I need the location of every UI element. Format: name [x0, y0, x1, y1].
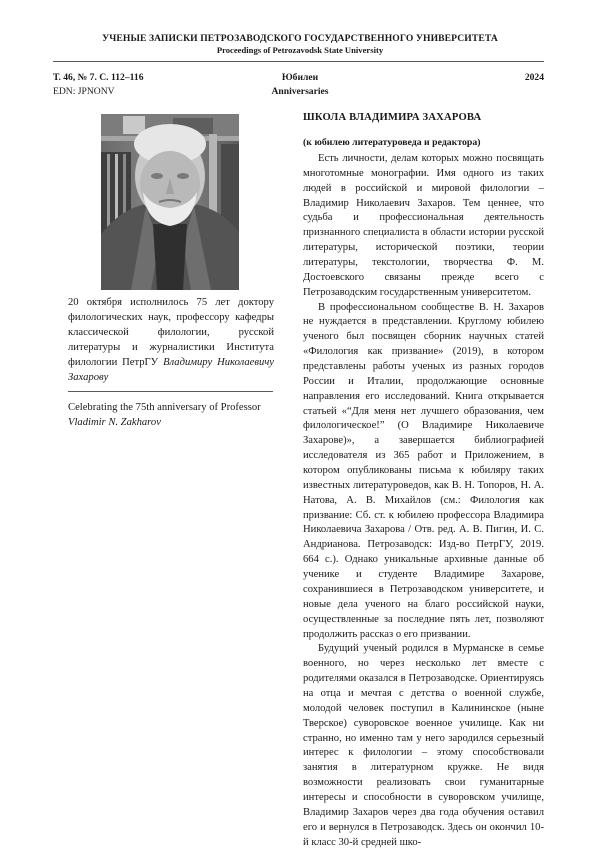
edn-code: EDN: JPNONV	[53, 86, 115, 97]
article-title: ШКОЛА ВЛАДИМИРА ЗАХАРОВА	[303, 112, 482, 123]
header-divider	[53, 61, 544, 62]
caption-text: 20 октября исполнилось 75 лет доктору филологических наук, профессору кафедры классической филологии, русской литературы и журналистики Института филологии ПетрГУ	[68, 297, 274, 368]
article-body	[303, 152, 544, 850]
journal-title: УЧЕНЫЕ ЗАПИСКИ ПЕТРОЗАВОДСКОГО ГОСУДАРСТВЕННОГО УНИВЕРСИТЕТА	[102, 33, 498, 44]
body-paragraph: Будущий ученый родился в Мурманске в семье военного, но через несколько лет вместе с родителями оказался в Петрозаводске. Ориентируясь на отца и мечтая с детства о военной службе, молодой человек поступил в Калининское (ныне Тверское) суворовское военное училище. Как ни странно, но именно там у него зародился серьезный интерес к филологии – этому способствовали занятия в литературном кружке. Не видя возможности реализовать свои гуманитарные интересы и способности в суворовском училище, Владимир Захаров через два года обучения оставил его и вернулся в Петрозаводск. Здесь он окончил 10-й класс 30-й средней шко-	[303, 643, 544, 848]
section-title-en: Anniversaries	[271, 86, 329, 97]
photo-caption-ru	[68, 296, 274, 385]
honoree-name-ru: Владимиру Николаевичу Захарову	[68, 356, 274, 383]
portrait-photo	[101, 114, 239, 290]
portrait-image	[101, 114, 239, 290]
body-paragraph: В профессиональном сообществе В. Н. Захаров не нуждается в представлении. Круглому юбилею ученого был посвящен сборник научных статей «Филология как призвание» (2019), в котором представлены работы ученых из разных городов России и Италии, продолжающие основные направления его исследований. Книга открывается статьей «“Для меня нет лучшего образования, чем филологическое!” (О Владимире Николаевиче Захарове)», а завершается библиографией исследователя из 365 работ и Приложением, в котором опубликованы письма к юбиляру таких известных литературоведов, как В. Н. Топоров, Н. А. Натова, А. В. Михайлов (см.: Филология как призвание: Сб. ст. к юбилею профессора Владимира Николаевича Захарова / Отв. ред. А. В. Пигин, И. С. Андрианова. Петрозаводск: Изд-во ПетрГУ, 2019. 664 с.). Однако уникальные архивные данные об ученике и студенте Владимире Захарове, сохранившиеся в Петрозаводском университете, и новые дела ученого на благо российской науки, осуществленные за последние пять лет, позволяют продолжить рассказ о его призвании.	[303, 301, 544, 640]
journal-subtitle: Proceedings of Petrozavodsk State University	[216, 45, 384, 55]
publication-year: 2024	[524, 72, 544, 83]
honoree-name-en: Vladimir N. Zakharov	[68, 416, 161, 428]
caption-divider	[68, 391, 273, 392]
volume-pages: Т. 46, № 7. С. 112–116	[53, 72, 144, 83]
photo-caption-en	[68, 401, 278, 431]
section-title-ru: Юбилеи	[281, 72, 319, 83]
body-paragraph: Есть личности, делам которых можно посвящать многотомные монографии. Имя одного из таких людей в российской и мировой филологии – Владимир Николаевич Захаров. Тем ценнее, что судьба и профессиональная деятельность признанного специалиста в области истории русской литературы, исторической поэтики, теории литературы, текстологии, творчества Ф. М. Достоевского связаны прежде всего с Петрозаводским государственным университетом.	[303, 153, 544, 298]
caption-en-text: Celebrating the 75th anniversary of Professor	[68, 402, 261, 413]
article-subtitle: (к юбилею литературоведа и редактора)	[303, 137, 481, 148]
